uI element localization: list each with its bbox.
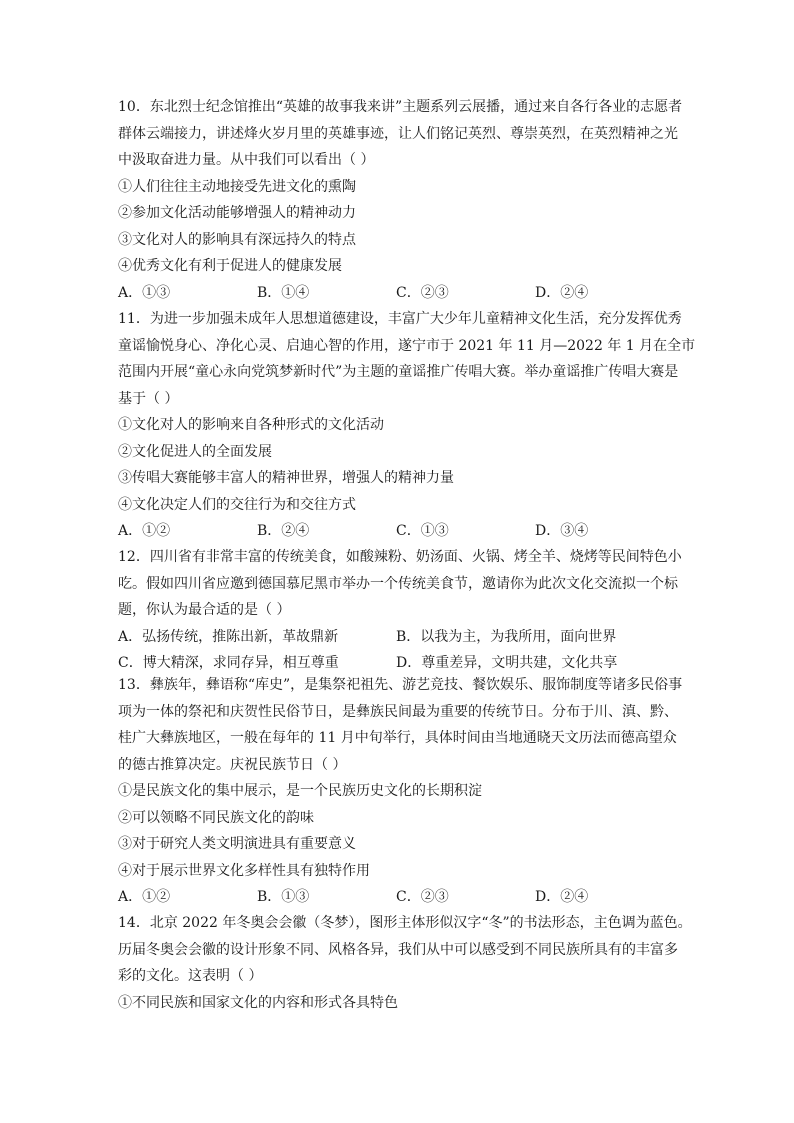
question-stem-line: 桂广大彝族地区，一般在每年的 11 月中旬举行，具体时间由当地通晓天文历法而德高望众	[118, 730, 677, 746]
statement-1: ①不同民族和国家文化的内容和形式各具特色	[118, 994, 398, 1011]
statement-4: ④对于展示世界文化多样性具有独特作用	[118, 862, 370, 879]
statement-1: ①文化对人的影响来自各种形式的文化活动	[118, 417, 384, 433]
question-12	[118, 544, 682, 677]
answer-options-row	[118, 624, 678, 651]
option-c[interactable]: C．博大精深，求同存异，相互尊重	[118, 655, 339, 671]
answer-options	[118, 280, 678, 307]
option-d[interactable]: D．尊重差异，文明共建，文化共享	[396, 655, 618, 671]
option-a[interactable]: A．①②	[118, 889, 171, 905]
statement-4: ④文化决定人们的交往行为和交往方式	[118, 496, 356, 513]
question-10	[118, 94, 683, 306]
question-stem-line: 的德古推算决定。庆祝民族节日（ ）	[118, 756, 347, 773]
option-b[interactable]: B．以我为主，为我所用，面向世界	[396, 628, 617, 645]
question-stem-line: 11．为进一步加强未成年人思想道德建设，丰富广大少年儿童精神文化生活，充分发挥优秀	[118, 311, 682, 327]
option-b[interactable]: B．①④	[257, 284, 310, 301]
question-stem-line: 12．四川省有非常丰富的传统美食，如酸辣粉、奶汤面、火锅、烤全羊、烧烤等民间特色小	[118, 549, 682, 565]
statement-2: ②文化促进人的全面发展	[118, 443, 272, 460]
question-stem-line: 吃。假如四川省应邀到德国慕尼黑市举办一个传统美食节，邀请你为此次文化交流拟一个标	[118, 575, 678, 592]
question-stem-line: 群体云端接力，讲述烽火岁月里的英雄事迹，让人们铭记英烈、尊崇英烈，在英烈精神之光	[118, 125, 678, 142]
question-stem-line: 14．北京 2022 年冬奥会会徽（冬梦），图形主体形似汉字“冬”的书法形态，主色调为蓝色。	[118, 915, 692, 931]
question-stem-line: 项为一体的祭祀和庆贺性民俗节日，是彝族民间最为重要的传统节日。分布于川、滇、黔、	[118, 703, 678, 720]
option-d[interactable]: D．②④	[535, 284, 589, 301]
option-a[interactable]: A．①②	[118, 523, 171, 539]
option-b[interactable]: B．①③	[257, 889, 310, 905]
question-stem-line: 中汲取奋进力量。从中我们可以看出（ ）	[118, 152, 375, 168]
option-c[interactable]: C．②③	[396, 889, 449, 905]
option-a[interactable]: A．弘扬传统，推陈出新，革故鼎新	[118, 628, 339, 645]
question-stem-line: 题，你认为最合适的是（ ）	[118, 602, 291, 618]
question-stem-line: 基于（ ）	[118, 390, 179, 407]
statement-4: ④优秀文化有利于促进人的健康发展	[118, 258, 342, 274]
option-c[interactable]: C．①③	[396, 523, 449, 539]
statement-2: ②参加文化活动能够增强人的精神动力	[118, 205, 356, 221]
statement-2: ②可以领略不同民族文化的韵味	[118, 809, 314, 826]
option-c[interactable]: C．②③	[396, 284, 449, 301]
question-14	[118, 910, 692, 1016]
statement-1: ①人们往往主动地接受先进文化的熏陶	[118, 178, 356, 195]
statement-1: ①是民族文化的集中展示，是一个民族历史文化的长期积淀	[118, 783, 482, 799]
question-stem-line: 历届冬奥会会徽的设计形象不同、风格各异，我们从中可以感受到不同民族所具有的丰富多	[118, 941, 678, 958]
question-13	[118, 672, 683, 911]
answer-options	[118, 518, 678, 545]
statement-3: ③对于研究人类文明演进具有重要意义	[118, 836, 356, 852]
question-stem-line: 童谣愉悦身心、净化心灵、启迪心智的作用，遂宁市于 2021 年 11 月—2022 年 1 月在全市	[118, 337, 696, 354]
question-stem-line: 彩的文化。这表明（ ）	[118, 968, 263, 984]
option-d[interactable]: D．②④	[535, 889, 589, 905]
statement-3: ③文化对人的影响具有深远持久的特点	[118, 231, 356, 248]
statement-3: ③传唱大赛能够丰富人的精神世界，增强人的精神力量	[118, 470, 454, 486]
option-d[interactable]: D．③④	[535, 523, 589, 539]
option-b[interactable]: B．②④	[257, 523, 310, 539]
question-stem-line: 10．东北烈士纪念馆推出“英雄的故事我来讲”主题系列云展播，通过来自各行各业的志愿者	[118, 99, 683, 115]
question-stem-line: 范围内开展“童心永向党筑梦新时代”为主题的童谣推广传唱大赛。举办童谣推广传唱大赛是	[118, 364, 679, 380]
question-11	[118, 306, 696, 545]
option-a[interactable]: A．①③	[118, 284, 171, 301]
question-stem-line: 13．彝族年，彝语称“库史”，是集祭祀祖先、游艺竞技、餐饮娱乐、服饰制度等诸多民俗事	[118, 677, 683, 693]
answer-options	[118, 884, 678, 911]
